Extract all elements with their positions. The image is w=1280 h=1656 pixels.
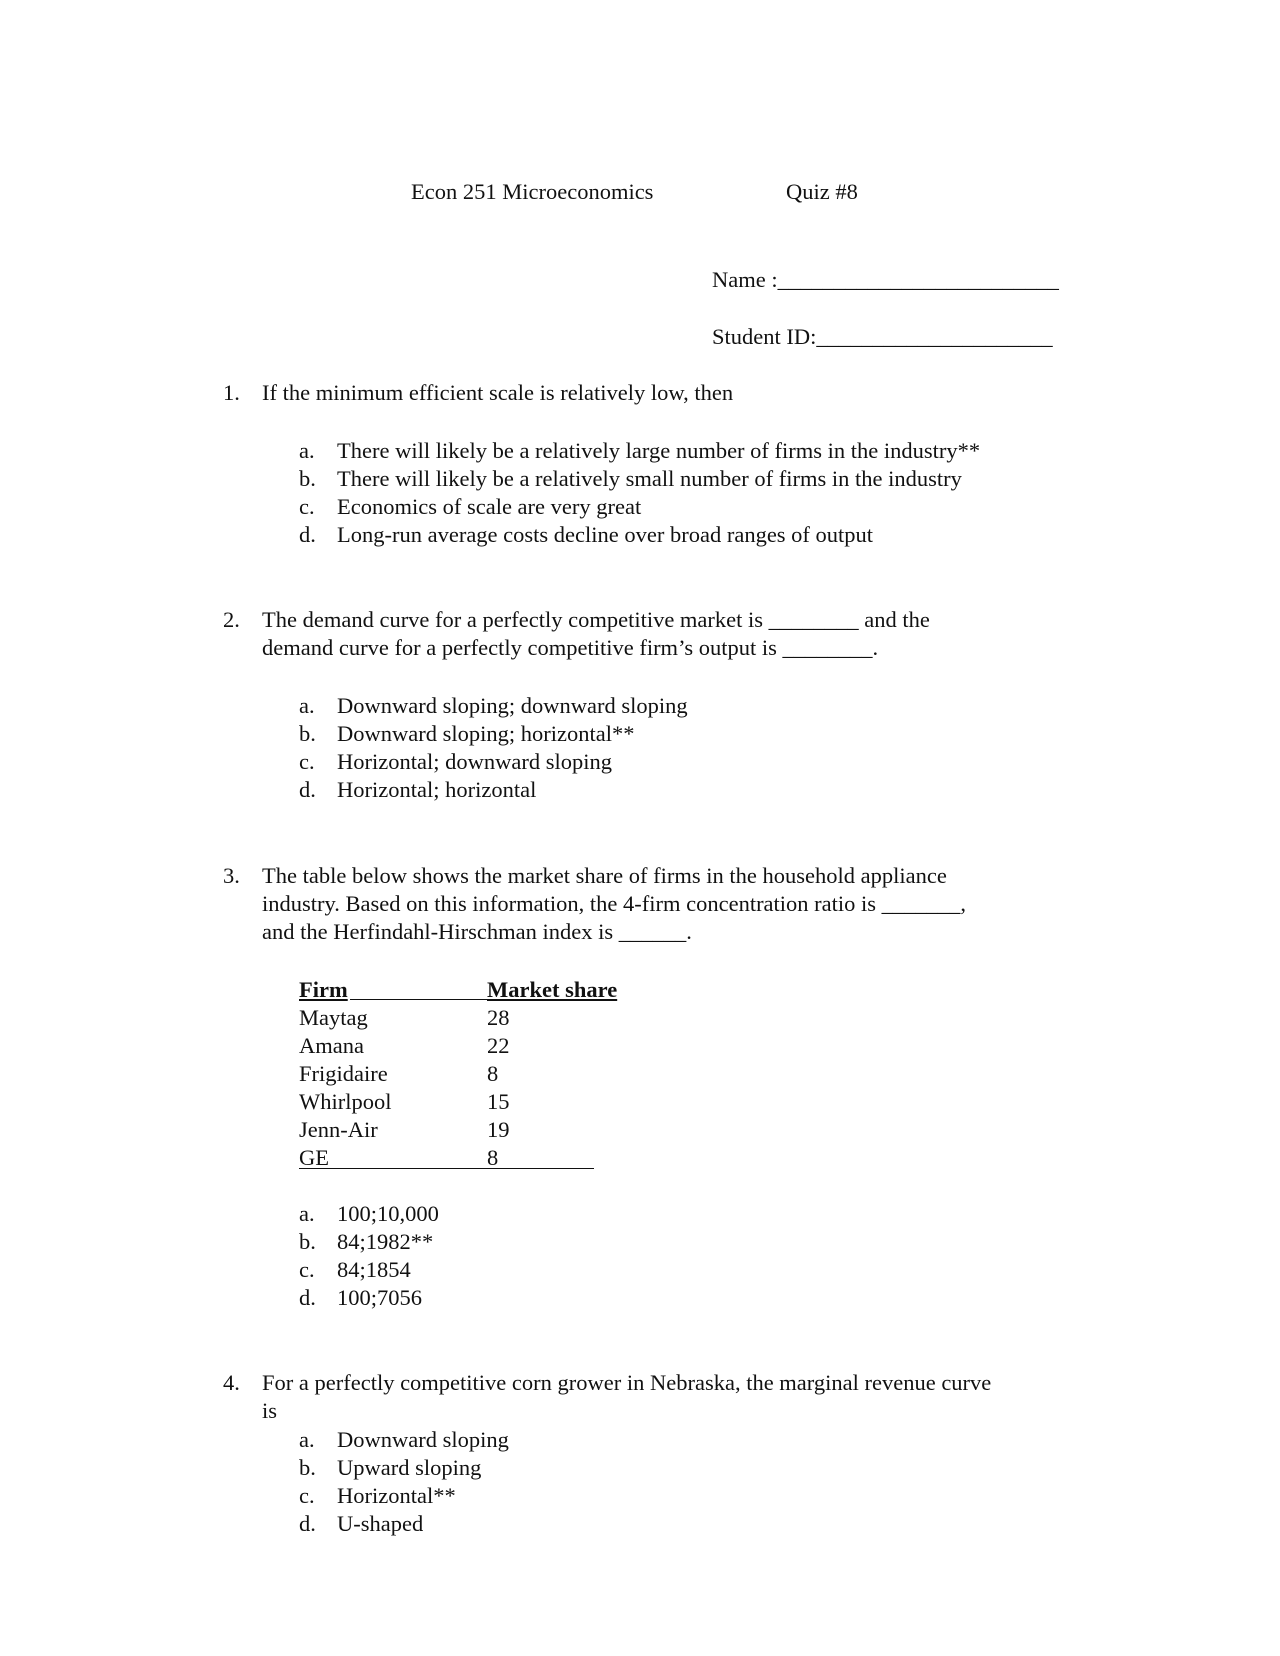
option-letter: c. — [299, 1483, 315, 1508]
option-letter: a. — [299, 438, 315, 463]
table-header-firm: Firm — [299, 977, 348, 1002]
question-number: 2. — [223, 607, 240, 632]
share-cell: 15 — [487, 1089, 510, 1114]
option-text: Upward sloping — [337, 1455, 482, 1480]
option-letter: a. — [299, 1201, 315, 1226]
option-letter: b. — [299, 466, 316, 491]
student-id-field: Student ID:_____________________ — [712, 324, 1053, 349]
option-letter: d. — [299, 522, 316, 547]
share-cell: 19 — [487, 1117, 510, 1142]
option-text: Economics of scale are very great — [337, 494, 642, 519]
option-letter: a. — [299, 1427, 315, 1452]
option-text: 100;7056 — [337, 1285, 423, 1310]
table-bottom-rule — [299, 1168, 594, 1169]
option-letter: d. — [299, 1511, 316, 1536]
header-underline — [350, 999, 487, 1000]
option-text: There will likely be a relatively large number of firms in the industry** — [337, 438, 981, 463]
firm-cell: Maytag — [299, 1005, 368, 1030]
question-number: 4. — [223, 1370, 240, 1395]
table-header-market-share: Market share — [487, 977, 618, 1002]
share-cell: 8 — [487, 1145, 499, 1170]
question-text: For a perfectly competitive corn grower in Nebraska, the marginal revenue curve — [262, 1370, 992, 1395]
option-text: There will likely be a relatively small number of firms in the industry — [337, 466, 962, 491]
question-text: demand curve for a perfectly competitive firm’s output is ________. — [262, 635, 879, 660]
option-text: U-shaped — [337, 1511, 424, 1536]
option-text: Long-run average costs decline over broad ranges of output — [337, 522, 874, 547]
option-letter: b. — [299, 1455, 316, 1480]
option-text: 100;10,000 — [337, 1201, 439, 1226]
option-text: Downward sloping; downward sloping — [337, 693, 688, 718]
option-letter: b. — [299, 721, 316, 746]
firm-cell: Whirlpool — [299, 1089, 392, 1114]
option-letter: c. — [299, 749, 315, 774]
option-letter: c. — [299, 1257, 315, 1282]
option-letter: d. — [299, 777, 316, 802]
firm-cell: GE — [299, 1145, 329, 1170]
question-number: 3. — [223, 863, 240, 888]
share-cell: 8 — [487, 1061, 499, 1086]
question-number: 1. — [223, 380, 240, 405]
option-letter: c. — [299, 494, 315, 519]
question-text: The table below shows the market share of firms in the household appliance — [262, 863, 947, 888]
option-text: Horizontal; downward sloping — [337, 749, 612, 774]
option-letter: a. — [299, 693, 315, 718]
option-text: Downward sloping — [337, 1427, 509, 1452]
firm-cell: Jenn-Air — [299, 1117, 378, 1142]
firm-cell: Amana — [299, 1033, 364, 1058]
question-text: is — [262, 1398, 278, 1423]
question-text: industry. Based on this information, the 4-firm concentration ratio is _______, — [262, 891, 967, 916]
option-text: 84;1982** — [337, 1229, 434, 1254]
share-cell: 28 — [487, 1005, 510, 1030]
option-text: Horizontal; horizontal — [337, 777, 537, 802]
option-text: 84;1854 — [337, 1257, 411, 1282]
share-cell: 22 — [487, 1033, 510, 1058]
firm-cell: Frigidaire — [299, 1061, 388, 1086]
option-text: Downward sloping; horizontal** — [337, 721, 635, 746]
question-text: If the minimum efficient scale is relatively low, then — [262, 380, 734, 405]
option-text: Horizontal** — [337, 1483, 456, 1508]
option-letter: b. — [299, 1229, 316, 1254]
question-text: and the Herfindahl-Hirschman index is ______. — [262, 919, 692, 944]
course-title: Econ 251 Microeconomics — [411, 179, 654, 204]
quiz-number: Quiz #8 — [786, 179, 858, 204]
option-letter: d. — [299, 1285, 316, 1310]
question-text: The demand curve for a perfectly competitive market is ________ and the — [262, 607, 930, 632]
name-field: Name :_________________________ — [712, 267, 1059, 292]
